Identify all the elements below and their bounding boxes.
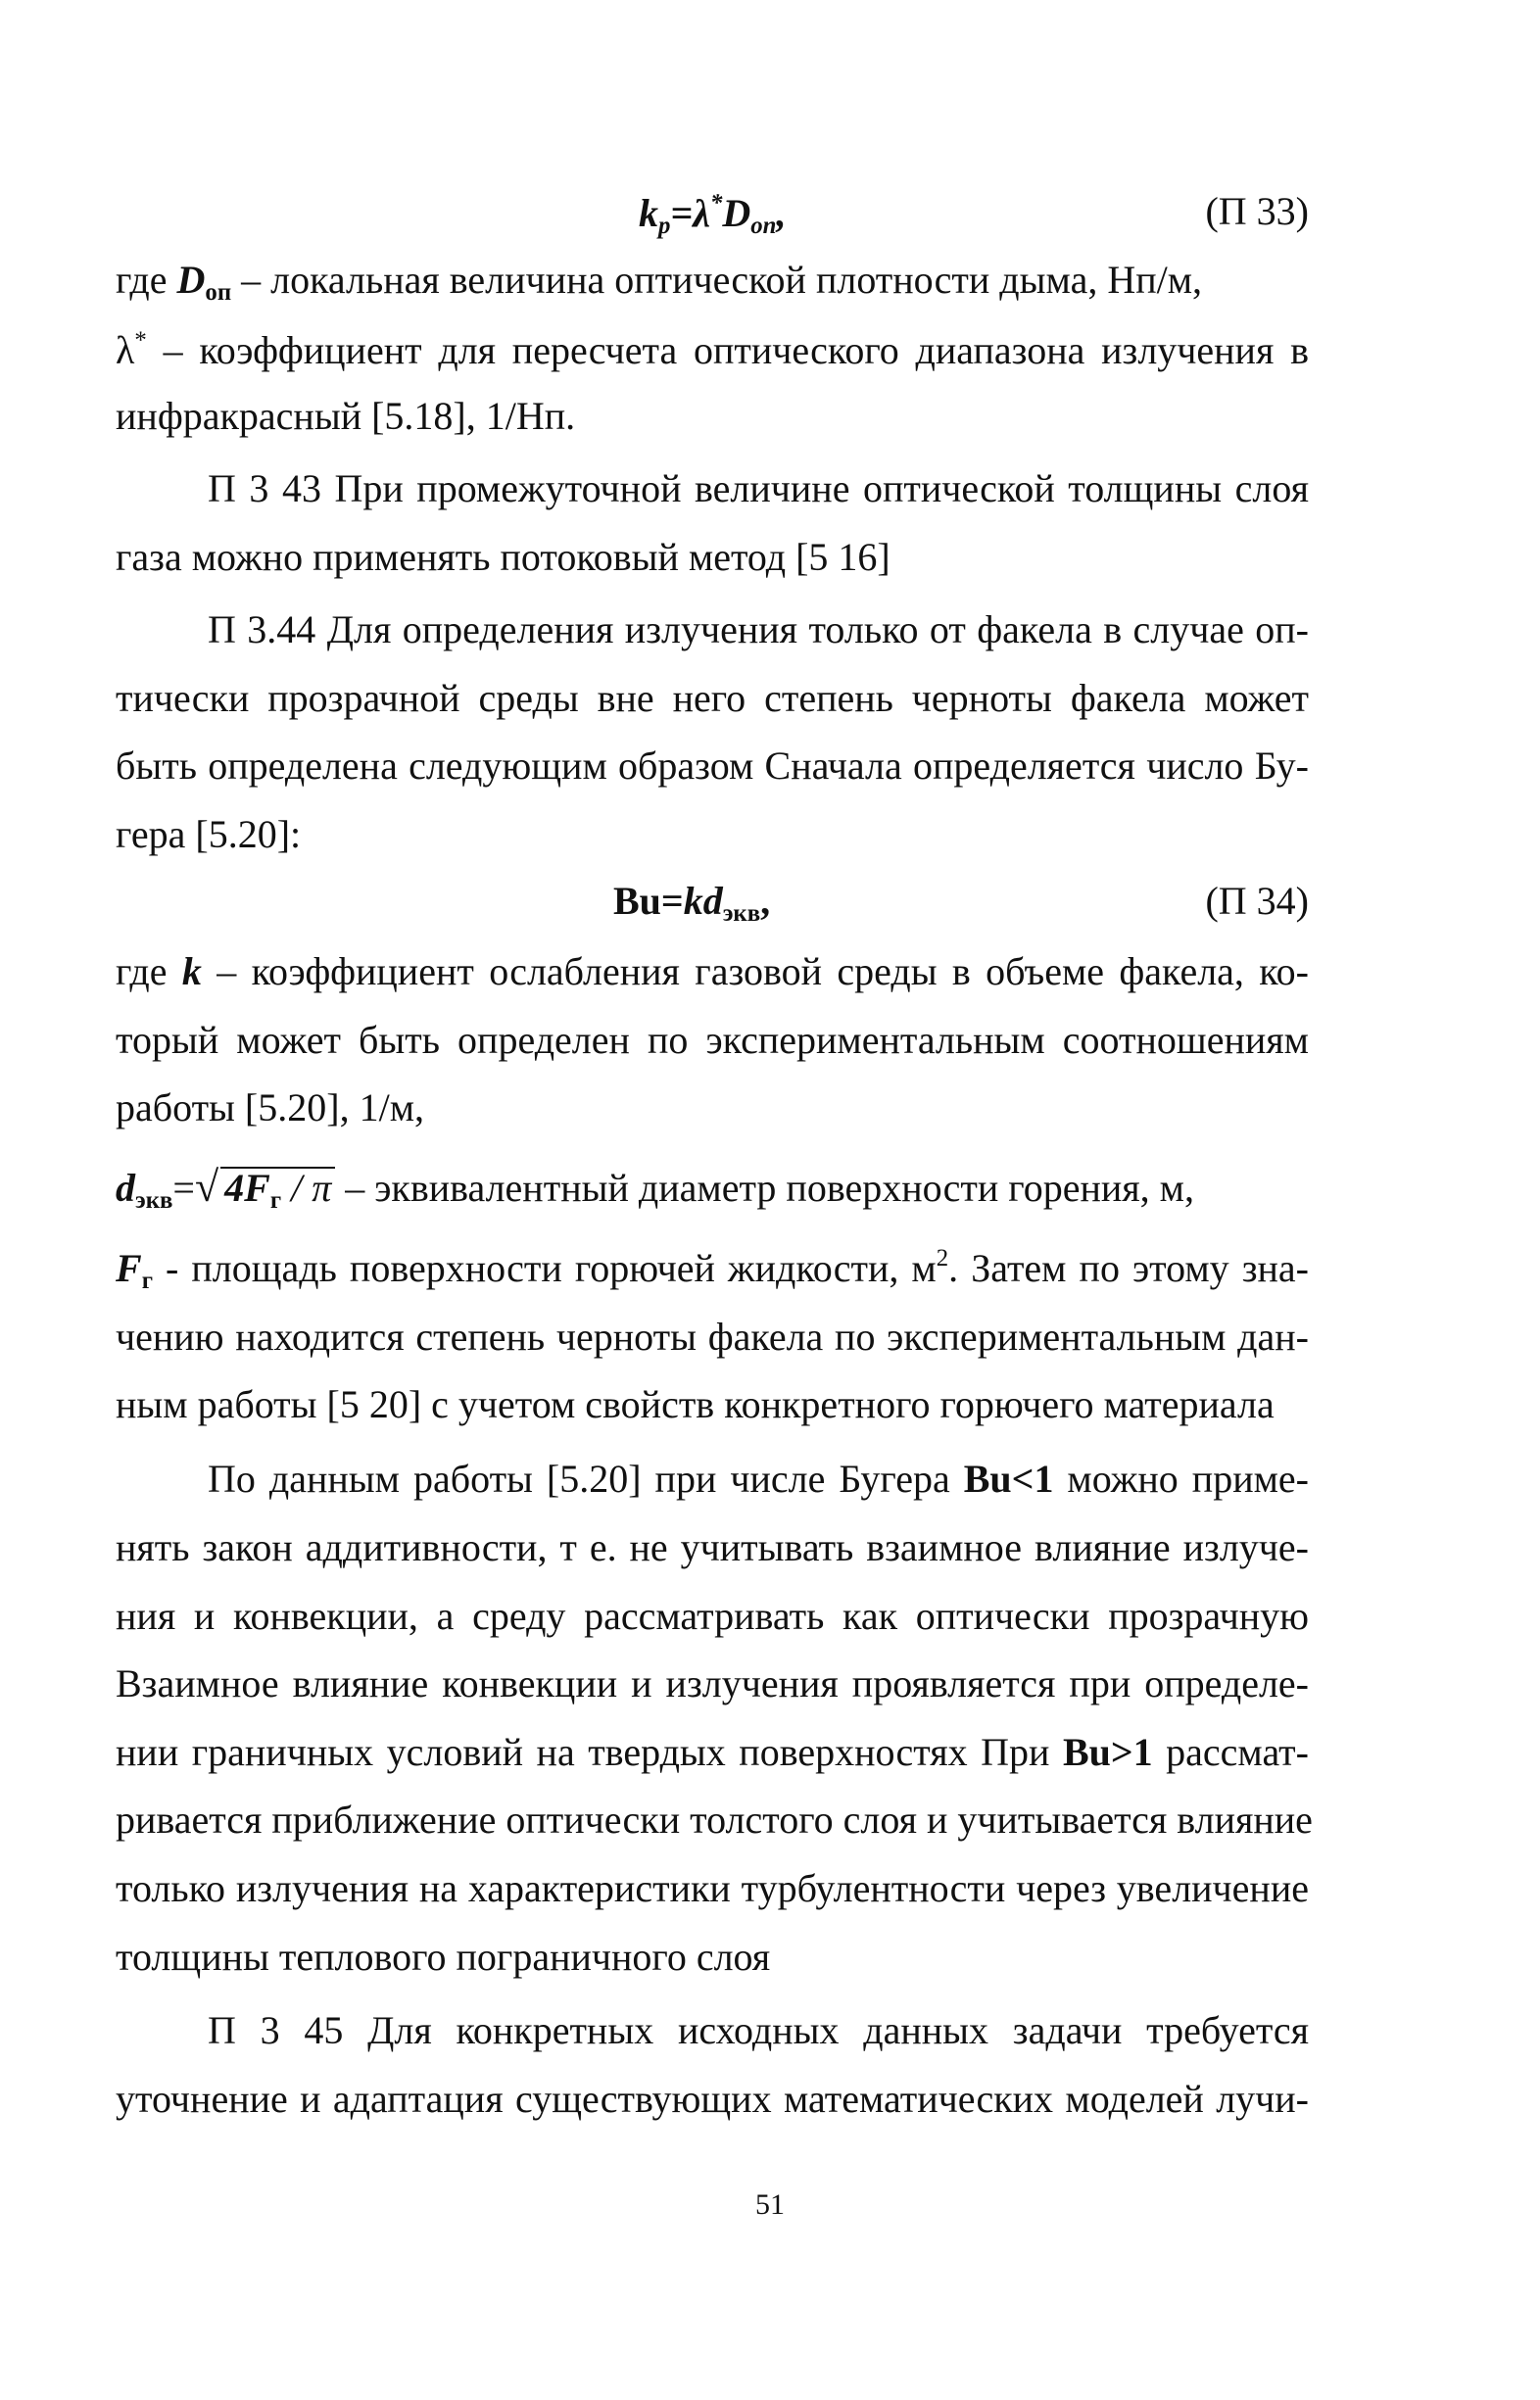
paragraph-bu-line-1-a: По данным работы [5.20] при числе Бугера [208,1457,964,1501]
def-dekv-sub: экв [135,1186,173,1214]
def-dekv-pi: / π [281,1166,332,1210]
paragraph-p345-line-2: уточнение и адаптация существующих математических моделей лучи- [116,2077,1309,2121]
def-fg-line-1 [116,1247,1309,1294]
def-k-prefix: где [116,949,182,993]
def-k-line-3: работы [5.20], 1/м, [116,1085,424,1129]
def-d-op-prefix: где [116,258,177,302]
formula-p34-kd: kd [683,879,723,923]
paragraph-p344-line-4: гера [5.20]: [116,812,302,856]
def-dekv-text: – эквивалентный диаметр поверхности горения, м, [335,1166,1194,1210]
def-fg-text-a: - площадь поверхности горючей жидкости, м [152,1246,937,1291]
page-number: 51 [755,2188,785,2221]
def-d-op-text: – локальная величина оптической плотности дыма, Нп/м, [231,258,1203,302]
paragraph-bu-line-2: нять закон аддитивности, т е. не учитывать взаимное влияние излуче- [116,1525,1309,1569]
paragraph-bu-line-5-a: нии граничных условий на твердых поверхностях При [116,1730,1063,1774]
sqrt-sign-icon: √ [194,1163,219,1211]
def-dekv-line [116,1163,1309,1214]
def-dekv-root-sub: г [269,1186,282,1214]
formula-p33-lambda: =λ [670,191,710,236]
def-lambda-symbol: λ [116,328,135,373]
paragraph-bu-line-6: ривается приближение оптически толстого слоя и учитывается влияние [116,1798,1313,1842]
formula-p34-sub: экв [722,899,761,927]
paragraph-p344-line-2: тически прозрачной среды вне него степень черноты факела может [116,676,1309,720]
formula-p33-k: k [639,191,658,236]
def-lambda-line-1 [116,327,1309,373]
paragraph-bu-line-7: только излучения на характеристики турбулентности через увеличение [116,1866,1309,1910]
def-k-line-1 [116,949,1309,993]
def-fg-symbol: F [116,1246,142,1291]
paragraph-p344-line-1: П 3.44 Для определения излучения только от факела в случае оп- [208,607,1309,651]
paragraph-bu-line-4: Взаимное влияние конвекции и излучения проявляется при определе- [116,1661,1309,1705]
paragraph-bu-bu-gt-1: Bu>1 [1062,1730,1153,1774]
formula-p34-bu: Bu= [613,879,684,923]
formula-p33 [639,192,786,239]
formula-p33-d: D [722,191,751,236]
paragraph-bu-line-3: ния и конвекции, а среду рассматривать как оптически прозрачную [116,1594,1309,1638]
def-lambda-line-2: инфракрасный [5.18], 1/Нп. [116,394,576,438]
formula-p33-k-sub: p [658,213,671,240]
paragraph-bu-line-1-b: можно приме- [1053,1457,1309,1501]
def-d-op-line [116,258,1309,306]
def-fg-sup: 2 [936,1245,949,1272]
def-d-op-sub: оп [205,278,232,306]
paragraph-bu-line-5 [116,1730,1309,1774]
paragraph-bu-line-8: толщины теплового пограничного слоя [116,1935,771,1979]
paragraph-bu-line-1 [208,1457,1309,1501]
formula-p33-number: (П 33) [1205,189,1309,233]
def-fg-line-2: чению находится степень черноты факела по экспериментальным дан- [116,1315,1309,1359]
paragraph-p344-line-3: быть определена следующим образом Сначала определяется число Бу- [116,744,1309,788]
paragraph-bu-line-5-b: рассмат- [1152,1730,1309,1774]
paragraph-p343-line-1: П 3 43 При промежуточной величине оптической толщины слоя [208,466,1309,510]
paragraph-p345-line-1: П 3 45 Для конкретных исходных данных задачи требуется [208,2008,1309,2052]
def-lambda-sup: * [134,327,147,354]
formula-p34 [613,879,771,927]
formula-p34-number: (П 34) [1205,879,1309,923]
def-dekv-symbol: d [116,1166,135,1210]
def-k-line-2: торый может быть определен по экспериментальным соотношениям [116,1018,1309,1062]
def-fg-line-3: ным работы [5 20] с учетом свойств конкретного горючего материала [116,1382,1275,1426]
formula-p33-d-sub: оп [750,213,777,240]
def-dekv-radicand [220,1167,335,1214]
def-dekv-eq: = [172,1166,195,1210]
formula-p34-comma: , [760,879,771,923]
formula-p33-comma: , [776,191,787,236]
paragraph-p343-line-2: газа можно применять потоковый метод [5 16] [116,535,890,579]
formula-p33-star: * [709,190,723,216]
def-d-op-symbol: D [176,258,206,302]
def-k-symbol: k [181,949,202,993]
paragraph-bu-bu-lt-1: Bu<1 [963,1457,1054,1501]
def-fg-sub: г [141,1268,153,1295]
def-dekv-4f: 4F [224,1166,270,1210]
def-lambda-text: – коэффициент для пересчета оптического диапазона излучения в [146,328,1309,373]
def-k-text: – коэффициент ослабления газовой среды в объеме факела, ко- [201,949,1309,993]
def-fg-text-b: . Затем по этому зна- [948,1246,1309,1291]
